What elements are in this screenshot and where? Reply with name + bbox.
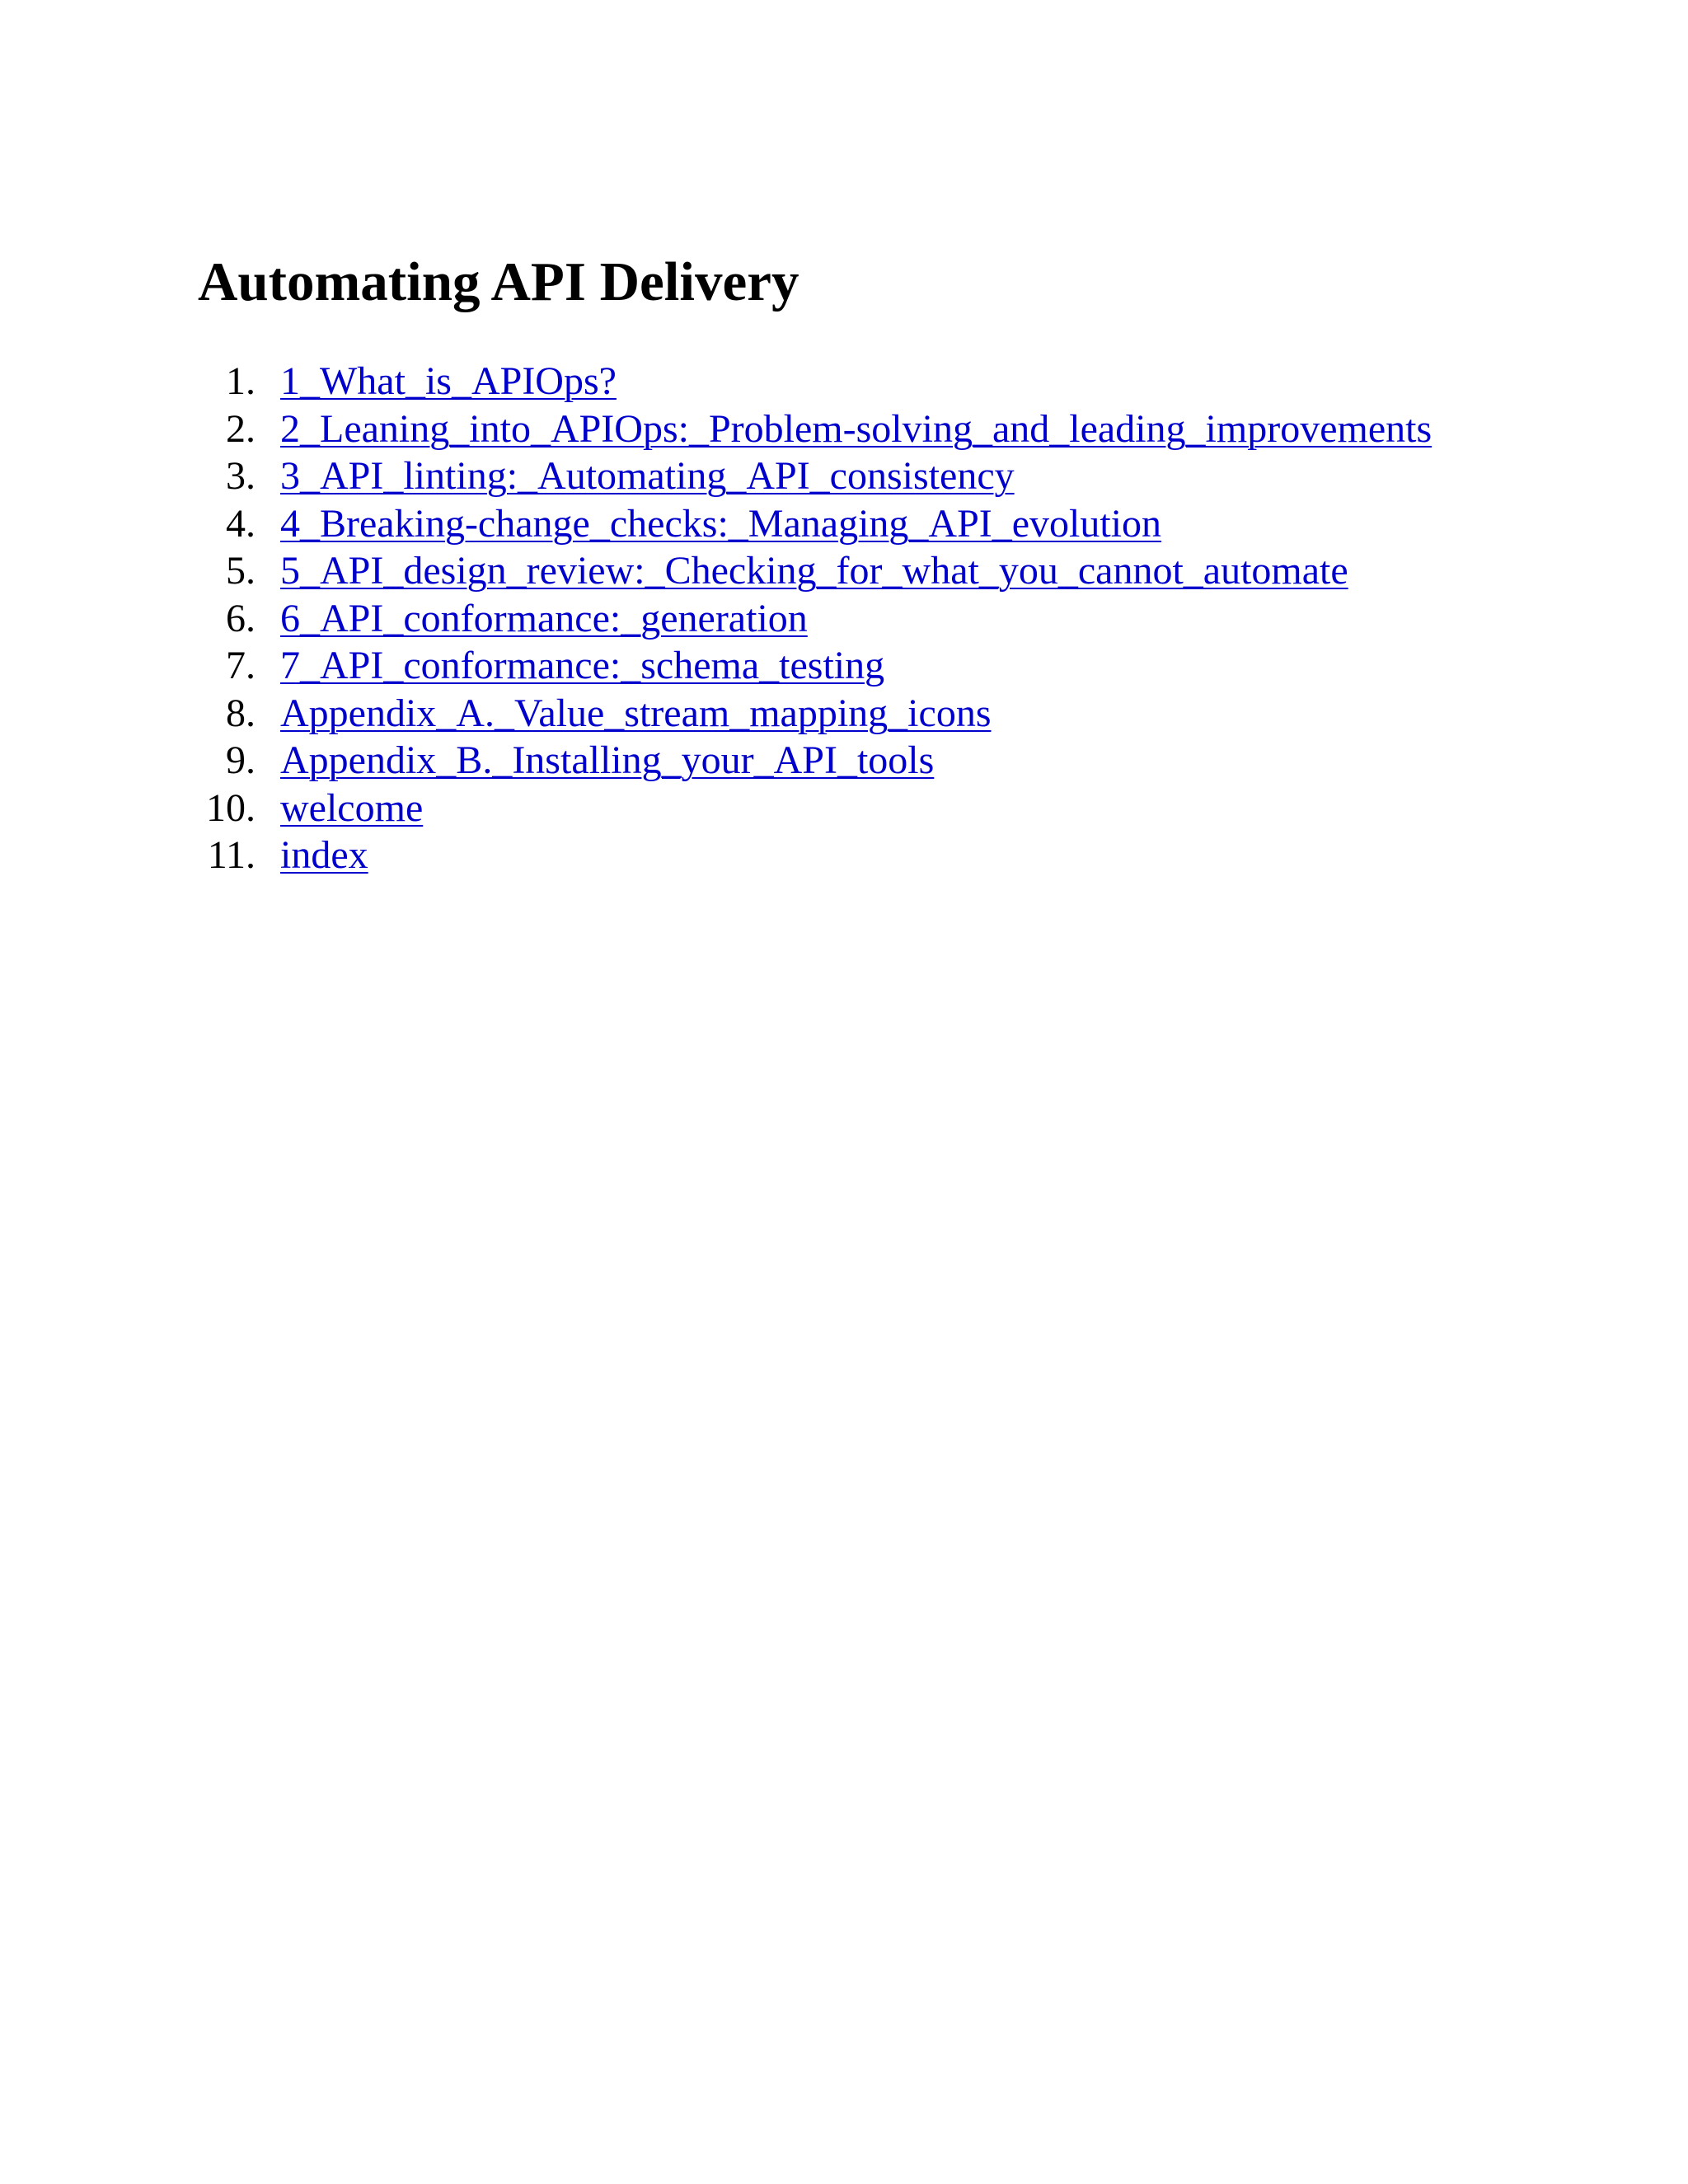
document-title: Automating API Delivery <box>198 251 799 312</box>
toc-link[interactable]: 3_API_linting:_Automating_API_consistency <box>280 454 1015 498</box>
toc-item <box>198 785 1599 832</box>
toc-link[interactable]: 2_Leaning_into_APIOps:_Problem-solving_and_leading_improvements <box>280 406 1432 451</box>
toc-item-number: 5. <box>226 549 256 593</box>
toc-item-number: 10. <box>206 785 256 830</box>
toc-item <box>198 547 1599 595</box>
toc-item-number: 4. <box>226 501 256 546</box>
toc-item <box>198 737 1599 785</box>
document-page <box>198 247 1599 879</box>
toc-item <box>198 595 1599 643</box>
toc-item-number: 1. <box>226 359 256 403</box>
toc-item-number: 9. <box>226 738 256 782</box>
toc-item <box>198 452 1599 500</box>
toc-item-number: 7. <box>226 644 256 687</box>
toc-link[interactable]: 6_API_conformance:_generation <box>280 596 808 640</box>
toc-item-number: 8. <box>226 691 256 735</box>
toc-link[interactable]: Appendix_A._Value_stream_mapping_icons <box>280 691 992 735</box>
toc-item <box>198 358 1599 405</box>
toc-item-number: 11. <box>207 833 256 877</box>
toc-link[interactable]: welcome <box>280 785 424 830</box>
toc-item <box>198 642 1599 690</box>
toc-link[interactable]: 4_Breaking-change_checks:_Managing_API_evolution <box>280 501 1162 546</box>
toc-item-number: 2. <box>226 406 256 451</box>
toc-item <box>198 832 1599 879</box>
toc-item <box>198 690 1599 738</box>
toc-link[interactable]: 5_API_design_review:_Checking_for_what_you_cannot_automate <box>280 549 1348 593</box>
toc-link[interactable]: index <box>280 833 368 877</box>
toc-item <box>198 405 1599 453</box>
toc-item-number: 6. <box>226 596 256 640</box>
toc-link[interactable]: 7_API_conformance:_schema_testing <box>280 644 885 687</box>
table-of-contents <box>198 358 1599 879</box>
toc-link[interactable]: Appendix_B._Installing_your_API_tools <box>280 738 935 782</box>
toc-item <box>198 500 1599 548</box>
toc-link[interactable]: 1_What_is_APIOps? <box>280 359 617 403</box>
toc-item-number: 3. <box>226 454 256 498</box>
